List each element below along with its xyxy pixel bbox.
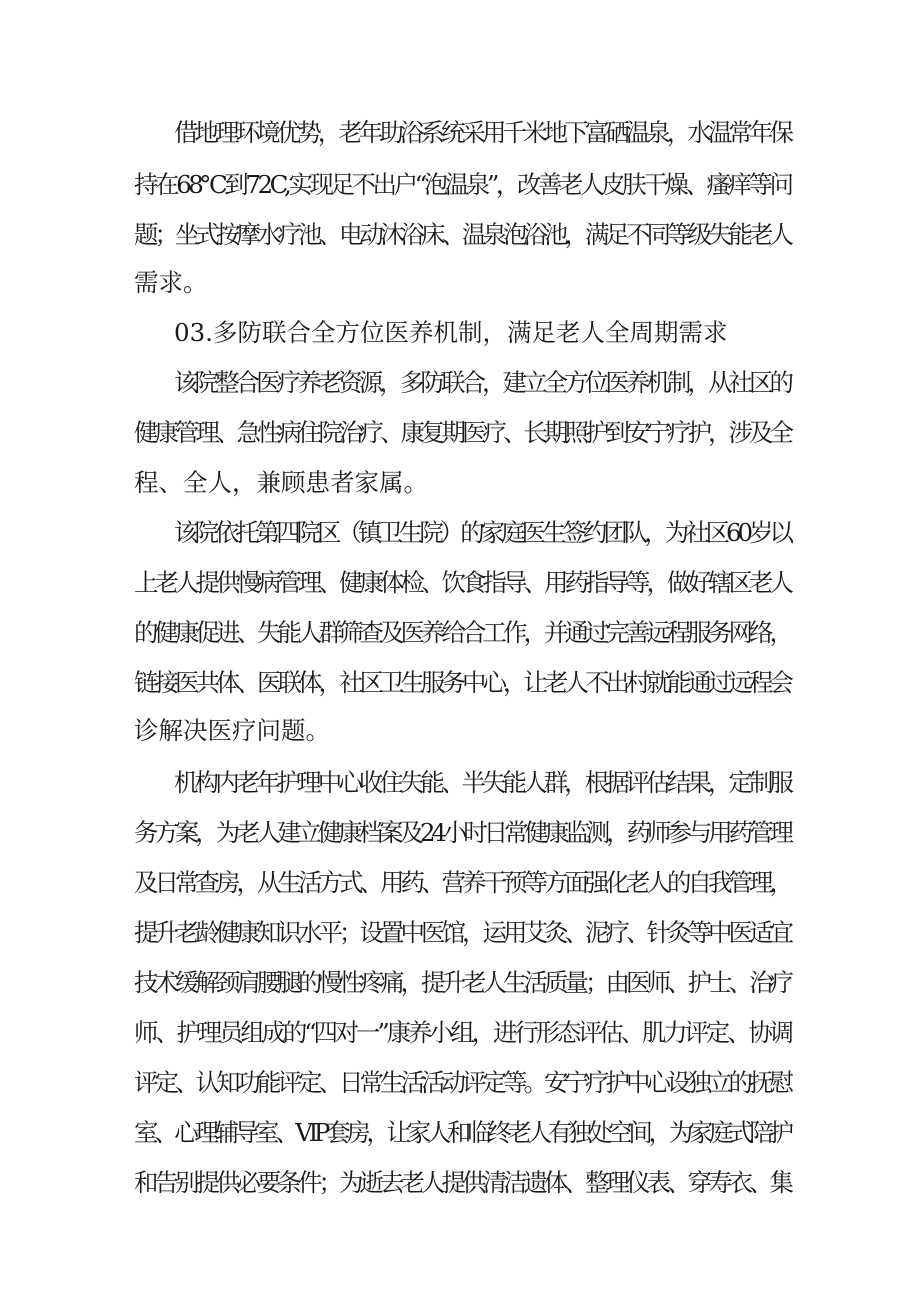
text-line: 技术缓解颈肩腰腿的慢性疼痛，提升老人生活质量；由医师、护士、治疗 xyxy=(134,968,790,997)
text-line: 上老人提供慢病管理、健康体检、饮食指导、用药指导等，做好辖区老人 xyxy=(134,568,790,597)
section-heading: 03.多防联合全方位医养机制，满足老人全周期需求 xyxy=(174,318,728,347)
text-line: 及日常查房，从生活方式、用药、营养干预等方面强化老人的自我管理， xyxy=(134,868,790,897)
text-line: 需求。 xyxy=(134,268,208,297)
text-line: 务方案，为老人建立健康档案及24小时日常健康监测，药师参与用药管理 xyxy=(134,818,790,847)
text-line: 评定、认知功能评定、日常生活活动评定等。安宁疗护中心设独立的抚慰 xyxy=(134,1068,790,1097)
text-line: 和告别提供必要条件；为逝去老人提供清洁遗体、整理仪表、穿寿衣、集 xyxy=(134,1168,790,1197)
text-line: 该院依托第四院区（镇卫生院）的家庭医生签约团队，为社区60岁以 xyxy=(174,518,790,547)
text-line: 该院整合医疗养老资源，多防联合，建立全方位医养机制，从社区的 xyxy=(174,368,791,397)
text-line: 健康管理、急性病住院治疗、康复期医疗、长期照护到安宁疗护，涉及全 xyxy=(134,418,790,447)
text-line: 链接医共体、医联体，社区卫生服务中心，让老人不出村就能通过远程会 xyxy=(134,668,790,697)
text-line: 题；坐式按摩水疗池、电动沐浴床、温泉泡浴池，满足不同等级失能老人 xyxy=(134,220,790,249)
text-line: 师、护理员组成的“四对一”康养小组，进行形态评估、肌力评定、协调 xyxy=(134,1018,791,1047)
text-line: 诊解决医疗问题。 xyxy=(134,716,330,745)
text-line: 提升老龄健康知识水平；设置中医馆，运用艾灸、泥疗、针灸等中医适宜 xyxy=(134,918,790,947)
text-line: 的健康促进、失能人群筛查及医养给合工作，并通过完善远程服务网络， xyxy=(134,618,790,647)
text-line: 室、心理辅导室、VIP套房，让家人和临终老人有独处空间，为家庭式陪护 xyxy=(134,1118,790,1147)
text-line: 持在68℃到72C,实现足不出户“泡温泉”，改善老人皮肤干燥、瘙痒等问 xyxy=(134,170,791,199)
text-line: 借地理环境优势，老年助浴系统采用千米地下富硒温泉，水温常年保 xyxy=(174,118,791,147)
text-line: 程、全人，兼顾患者家属。 xyxy=(134,468,428,497)
text-line: 机构内老年护理中心收住失能、半失能人群，根据评估结果，定制服 xyxy=(174,768,791,797)
